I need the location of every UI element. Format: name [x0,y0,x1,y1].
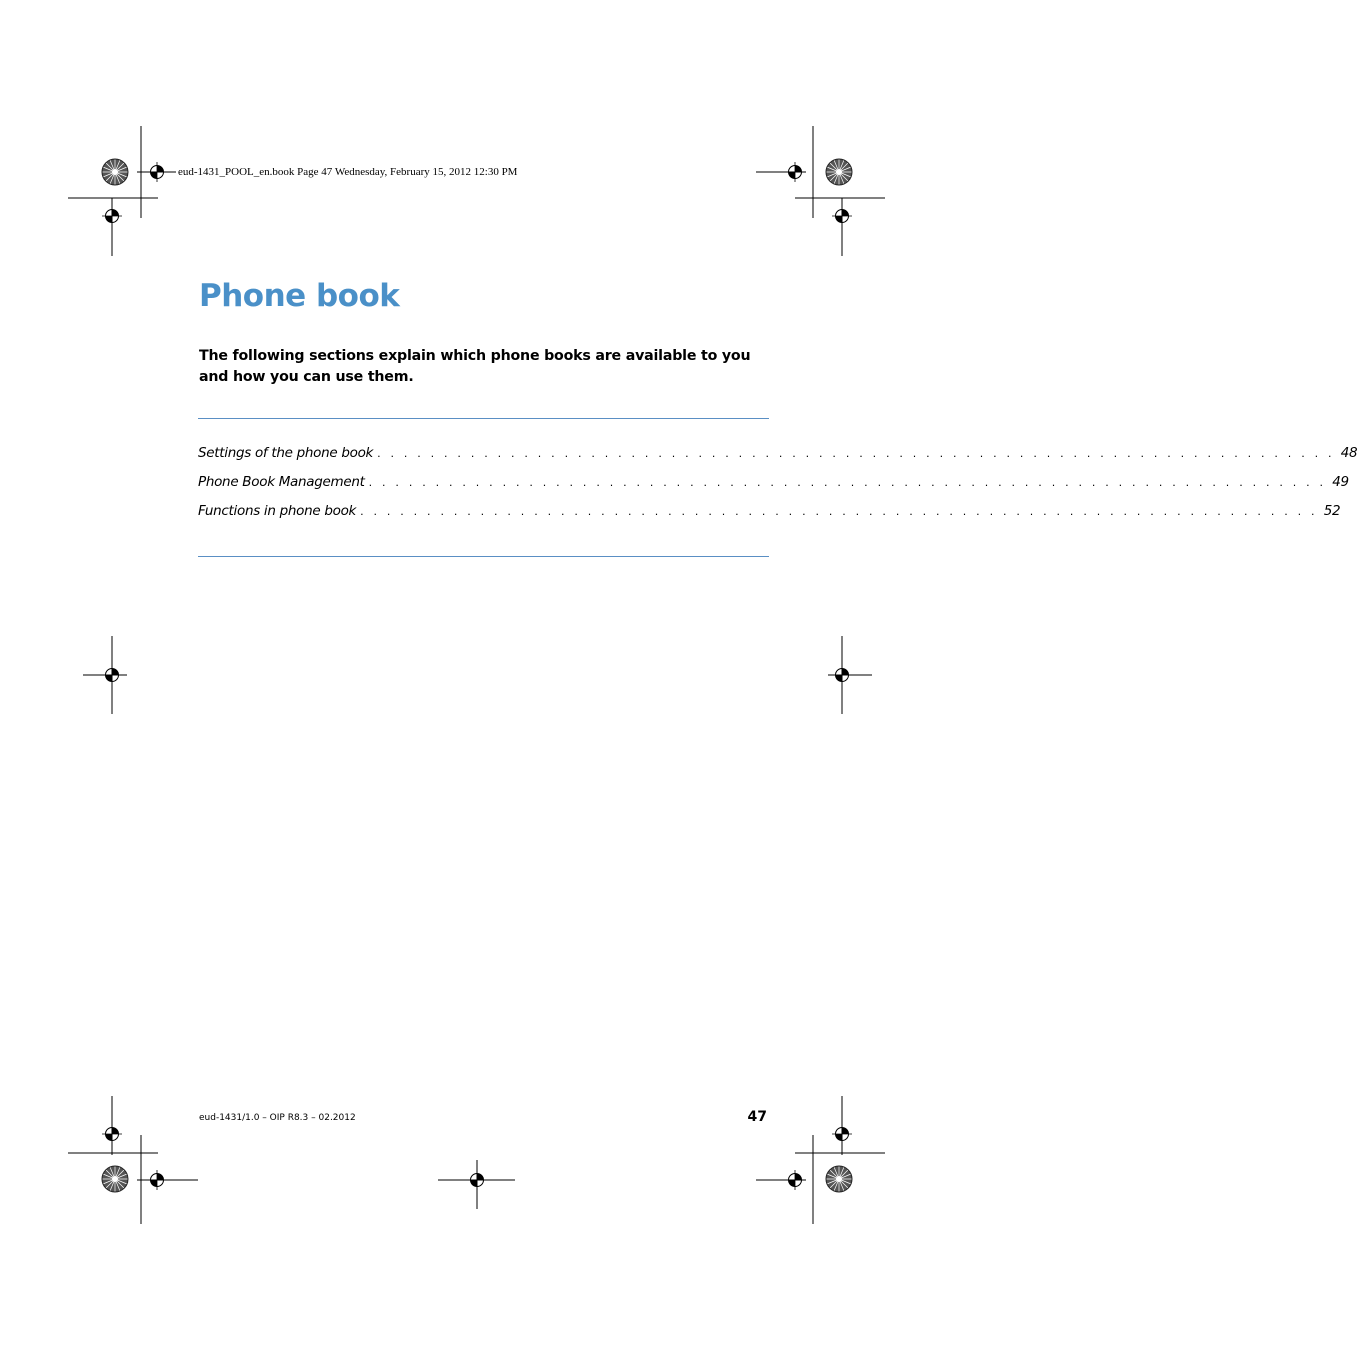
registration-mark-icon [147,1170,167,1190]
toc-leader-dots: . . . . . . . . . . . . . . . . . . . . . . . . . . . . . . . . . . . . . . . . . . . . . . . . . . . . . . . . . . . . . . . . . . . . . . . . [368,476,1327,489]
starburst-target-icon [826,159,852,185]
toc-entry-label: Settings of the phone book [198,445,374,461]
starburst-target-icon [102,159,128,185]
chapter-intro: The following sections explain which phone books are available to you and how you can use them. [199,348,751,385]
toc-entry-label: Functions in phone book [198,503,357,519]
registration-mark-icon [102,665,122,685]
page-number: 47 [747,1109,767,1125]
registration-mark-icon [785,1170,805,1190]
toc-leader-dots: . . . . . . . . . . . . . . . . . . . . . . . . . . . . . . . . . . . . . . . . . . . . . . . . . . . . . . . . . . . . . . . . . . . . . . . . [360,505,1318,518]
page-title: Phone book [199,278,400,314]
registration-mark-icon [102,1124,122,1144]
registration-mark-icon [832,206,852,226]
registration-mark-icon [467,1170,487,1190]
print-header-info: eud-1431_POOL_en.book Page 47 Wednesday, February 15, 2012 12:30 PM [178,166,518,178]
table-of-contents [198,445,1357,532]
starburst-target-icon [102,1166,128,1192]
document-id: eud-1431/1.0 – OIP R8.3 – 02.2012 [199,1113,356,1123]
toc-entry-settings[interactable] [198,445,1357,474]
toc-entry-functions[interactable] [198,503,1341,532]
top-divider [198,418,769,419]
toc-entry-management[interactable] [198,474,1349,503]
starburst-target-icon [826,1166,852,1192]
registration-mark-icon [147,162,167,182]
toc-leader-dots: . . . . . . . . . . . . . . . . . . . . . . . . . . . . . . . . . . . . . . . . . . . . . . . . . . . . . . . . . . . . . . . . . . . . . . . . [377,447,1335,460]
toc-entry-label: Phone Book Management [198,474,365,490]
bottom-divider [198,556,769,557]
toc-entry-page: 52 [1323,503,1341,519]
toc-entry-page: 48 [1340,445,1357,461]
registration-mark-icon [102,206,122,226]
registration-mark-icon [832,1124,852,1144]
registration-mark-icon [785,162,805,182]
toc-entry-page: 49 [1332,474,1349,490]
registration-mark-icon [832,665,852,685]
